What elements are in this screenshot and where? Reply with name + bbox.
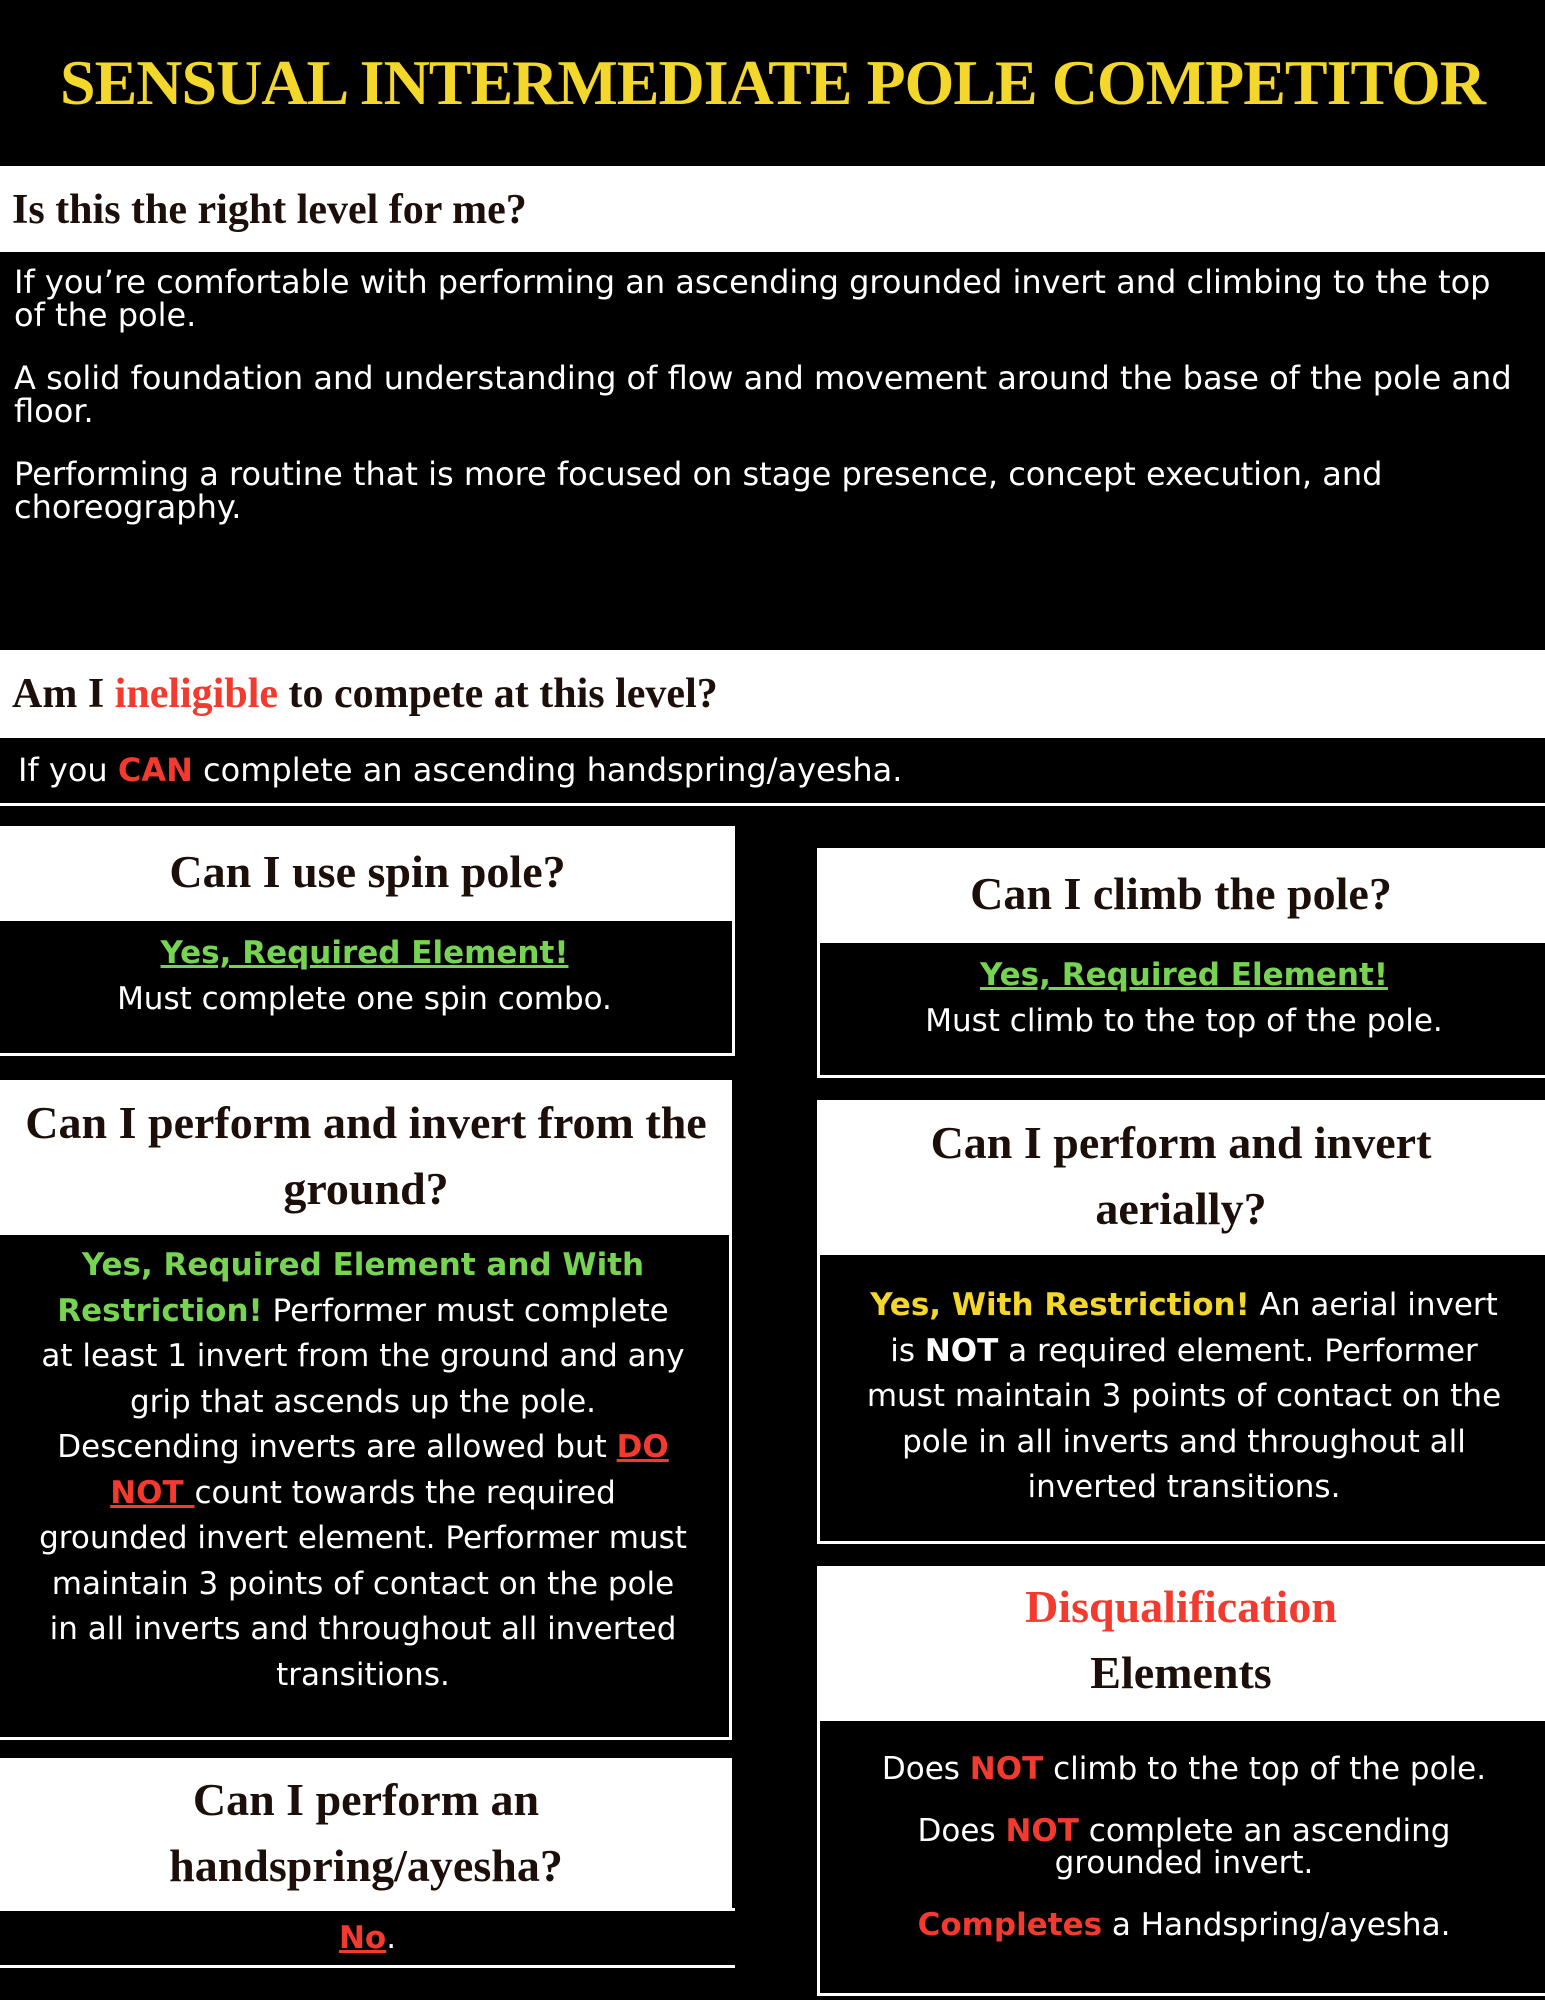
- aerial-invert-question: Can I perform and invert aerially?: [817, 1100, 1545, 1252]
- ineligible-text-pre: If you: [18, 751, 118, 789]
- right-level-body: [14, 263, 1529, 554]
- spin-pole-answer: Yes, Required Element!: [160, 935, 569, 971]
- disqualification-heading: [817, 1566, 1545, 1718]
- right-level-paragraph: A solid foundation and understanding of flow and movement around the base of the pole and floor.: [14, 359, 1512, 430]
- disqualification-list: [817, 1718, 1545, 1996]
- disqualification-heading-dark: Elements: [1090, 1647, 1272, 1698]
- handspring-question: Can I perform an handspring/ayesha?: [0, 1758, 732, 1908]
- disqualification-heading-red: Disqualification: [1025, 1581, 1337, 1632]
- aerial-invert-text-continued: a required element. Performer must maintain 3 points of contact on the pole in all inverts and throughout all inverted transitions.: [866, 1332, 1502, 1505]
- ineligible-heading: [0, 650, 1545, 738]
- ground-invert-text: Performer must complete at least 1 invert from the ground and any grip that ascends up the pole. Descending inverts are allowed but: [41, 1292, 685, 1465]
- disqualification-item: Does NOT climb to the top of the pole.: [881, 1751, 1487, 1787]
- handspring-answer: No: [338, 1920, 387, 1956]
- spin-pole-question: Can I use spin pole?: [0, 826, 735, 918]
- disqualification-item: Completes a Handspring/ayesha.: [917, 1907, 1451, 1943]
- ineligible-text: [0, 738, 1545, 806]
- handspring-answer-suffix: .: [386, 1920, 397, 1956]
- right-level-paragraph: Performing a routine that is more focused on stage presence, concept execution, and choreography.: [14, 455, 1383, 526]
- ground-invert-answer-box: [0, 1232, 732, 1740]
- ground-invert-do-not: DO NOT: [110, 1429, 669, 1511]
- page-title: SENSUAL INTERMEDIATE POLE COMPETITOR: [59, 47, 1486, 118]
- handspring-answer-box: [0, 1908, 735, 1968]
- aerial-invert-text: An aerial invert is: [890, 1287, 1498, 1369]
- spin-pole-detail: Must complete one spin combo.: [117, 980, 612, 1017]
- ground-invert-text-continued: count towards the required grounded invert element. Performer must maintain 3 points of contact on the pole in all inverts and throughout all inverted transitions.: [39, 1474, 687, 1693]
- climb-answer: Yes, Required Element!: [980, 957, 1388, 993]
- disqualification-item: Does NOT complete an ascending grounded invert.: [917, 1813, 1451, 1881]
- ineligible-heading-pre: Am I: [12, 671, 115, 717]
- aerial-invert-not: NOT: [924, 1332, 999, 1369]
- ineligible-text-post: complete an ascending handspring/ayesha.: [192, 751, 903, 789]
- ground-invert-answer: Yes, Required Element and With Restriction!: [57, 1247, 645, 1329]
- aerial-invert-answer: Yes, With Restriction!: [870, 1287, 1250, 1323]
- right-level-paragraph: If you’re comfortable with performing an ascending grounded invert and climbing to the top of the pole.: [14, 263, 1491, 334]
- climb-question: Can I climb the pole?: [817, 848, 1545, 940]
- right-level-heading: Is this the right level for me?: [0, 166, 1545, 252]
- ineligible-heading-highlight: ineligible: [114, 671, 279, 717]
- ineligible-text-highlight: CAN: [117, 751, 193, 789]
- climb-answer-box: [817, 940, 1545, 1078]
- ineligible-heading-post: to compete at this level?: [278, 671, 718, 717]
- aerial-invert-answer-box: [817, 1252, 1545, 1544]
- spin-pole-answer-box: [0, 918, 735, 1056]
- ground-invert-question: Can I perform and invert from the ground?: [0, 1080, 732, 1232]
- climb-detail: Must climb to the top of the pole.: [925, 1002, 1443, 1039]
